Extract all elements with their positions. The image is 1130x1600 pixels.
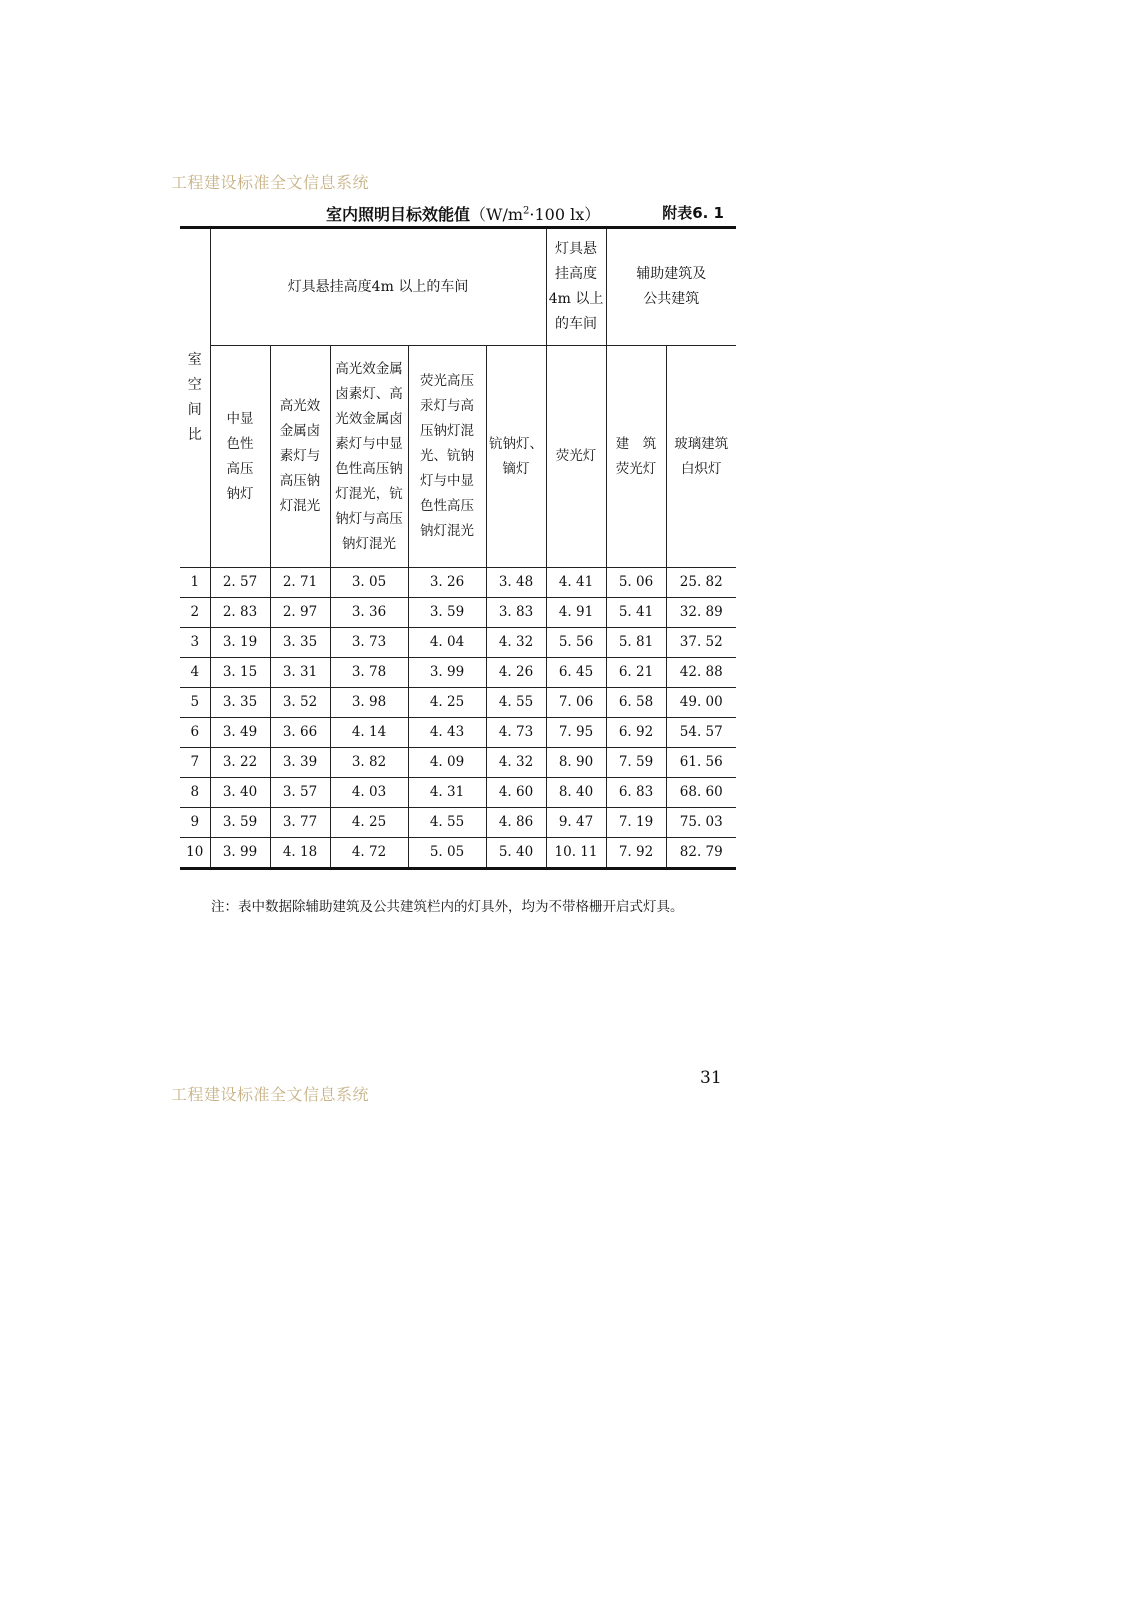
table-cell: 4. 43: [408, 718, 486, 748]
table-cell: 4. 41: [546, 568, 606, 598]
table-cell: 3. 40: [210, 778, 270, 808]
row-ratio-cell: 8: [180, 778, 210, 808]
table-row: [180, 748, 736, 778]
column-header: 建 筑 荧光灯: [606, 346, 666, 568]
table-cell: 4. 91: [546, 598, 606, 628]
table-cell: 3. 83: [486, 598, 546, 628]
table-cell: 2. 71: [270, 568, 330, 598]
column-header: 荧光灯: [546, 346, 606, 568]
group-header-auxiliary-public: 辅助建筑及 公共建筑: [606, 228, 736, 346]
table-cell: 3. 59: [408, 598, 486, 628]
watermark-bottom: 工程建设标准全文信息系统: [171, 1085, 370, 1104]
column-header: 玻璃建筑 白炽灯: [666, 346, 736, 568]
table-cell: 4. 55: [408, 808, 486, 838]
table-cell: 3. 49: [210, 718, 270, 748]
table-cell: 3. 35: [210, 688, 270, 718]
column-header: 荧光高压 汞灯与高 压钠灯混 光、钪钠 灯与中显 色性高压 钠灯混光: [408, 346, 486, 568]
page-number: 31: [700, 1068, 722, 1088]
table-cell: 7. 95: [546, 718, 606, 748]
table-cell: 3. 52: [270, 688, 330, 718]
table-row: [180, 778, 736, 808]
table-cell: 3. 59: [210, 808, 270, 838]
table-cell: 8. 90: [546, 748, 606, 778]
table-title: [326, 202, 600, 225]
table-body: [180, 568, 736, 869]
table-row: [180, 658, 736, 688]
table-cell: 3. 57: [270, 778, 330, 808]
table-cell: 6. 92: [606, 718, 666, 748]
row-ratio-cell: 10: [180, 838, 210, 869]
table-cell: 3. 35: [270, 628, 330, 658]
table-cell: 7. 06: [546, 688, 606, 718]
table-row: [180, 688, 736, 718]
table-cell: 4. 14: [330, 718, 408, 748]
efficacy-table: [180, 226, 736, 870]
table-cell: 5. 05: [408, 838, 486, 869]
column-header: 钪钠灯、 镝灯: [486, 346, 546, 568]
row-ratio-cell: 2: [180, 598, 210, 628]
table-row: [180, 568, 736, 598]
table-cell: 3. 05: [330, 568, 408, 598]
table-cell: 3. 78: [330, 658, 408, 688]
table-cell: 42. 88: [666, 658, 736, 688]
row-ratio-cell: 7: [180, 748, 210, 778]
table-cell: 68. 60: [666, 778, 736, 808]
room-cavity-ratio-header: 室 空 间 比: [180, 228, 210, 568]
table-cell: 2. 57: [210, 568, 270, 598]
row-ratio-cell: 9: [180, 808, 210, 838]
unit-superscript: 2: [523, 205, 530, 217]
table-cell: 5. 41: [606, 598, 666, 628]
table-cell: 75. 03: [666, 808, 736, 838]
table-cell: 25. 82: [666, 568, 736, 598]
table-cell: 3. 73: [330, 628, 408, 658]
table-cell: 4. 55: [486, 688, 546, 718]
table-cell: 6. 58: [606, 688, 666, 718]
table-cell: 5. 56: [546, 628, 606, 658]
table-row: [180, 808, 736, 838]
table-cell: 4. 04: [408, 628, 486, 658]
row-ratio-cell: 1: [180, 568, 210, 598]
table-cell: 3. 19: [210, 628, 270, 658]
table-cell: 3. 99: [210, 838, 270, 869]
table-cell: 4. 86: [486, 808, 546, 838]
table-cell: 3. 22: [210, 748, 270, 778]
table-row: [180, 598, 736, 628]
table-cell: 4. 26: [486, 658, 546, 688]
table-cell: 3. 15: [210, 658, 270, 688]
table-cell: 3. 36: [330, 598, 408, 628]
table-cell: 4. 31: [408, 778, 486, 808]
table-cell: 4. 03: [330, 778, 408, 808]
table-cell: 5. 06: [606, 568, 666, 598]
table-row: [180, 718, 736, 748]
table-cell: 4. 09: [408, 748, 486, 778]
table-cell: 4. 60: [486, 778, 546, 808]
table-title-main: 室内照明目标效能值: [326, 205, 471, 224]
table-cell: 5. 40: [486, 838, 546, 869]
table-row: [180, 838, 736, 869]
table-cell: 6. 83: [606, 778, 666, 808]
table-cell: 8. 40: [546, 778, 606, 808]
table-cell: 7. 19: [606, 808, 666, 838]
watermark-top: 工程建设标准全文信息系统: [171, 173, 370, 192]
table-cell: 61. 56: [666, 748, 736, 778]
table-cell: 54. 57: [666, 718, 736, 748]
row-ratio-cell: 6: [180, 718, 210, 748]
column-header: 高光效金属 卤素灯、高 光效金属卤 素灯与中显 色性高压钠 灯混光，钪 钠灯与高压 钠灯混光: [330, 346, 408, 568]
table-cell: 4. 72: [330, 838, 408, 869]
table-cell: 7. 59: [606, 748, 666, 778]
table-cell: 3. 31: [270, 658, 330, 688]
table-cell: 3. 39: [270, 748, 330, 778]
table-cell: 7. 92: [606, 838, 666, 869]
table-cell: 10. 11: [546, 838, 606, 869]
table-cell: 3. 26: [408, 568, 486, 598]
table-cell: 3. 98: [330, 688, 408, 718]
table-cell: 3. 77: [270, 808, 330, 838]
table-cell: 9. 47: [546, 808, 606, 838]
table-cell: 37. 52: [666, 628, 736, 658]
table-cell: 32. 89: [666, 598, 736, 628]
unit-prefix: （W/m: [470, 205, 524, 224]
table-cell: 5. 81: [606, 628, 666, 658]
table-cell: 49. 00: [666, 688, 736, 718]
table-cell: 4. 25: [408, 688, 486, 718]
group-header-fluorescent-high-bay: 灯具悬 挂高度 4m 以上 的车间: [546, 228, 606, 346]
group-header-high-bay: 灯具悬挂高度4m 以上的车间: [210, 228, 546, 346]
table-cell: 6. 45: [546, 658, 606, 688]
column-header: 高光效 金属卤 素灯与 高压钠 灯混光: [270, 346, 330, 568]
table-cell: 3. 48: [486, 568, 546, 598]
table-cell: 3. 66: [270, 718, 330, 748]
table-row: [180, 628, 736, 658]
table-cell: 4. 25: [330, 808, 408, 838]
table-cell: 4. 18: [270, 838, 330, 869]
table-note: 注：表中数据除辅助建筑及公共建筑栏内的灯具外，均为不带格栅开启式灯具。: [211, 899, 684, 915]
column-header: 中显 色性 高压 钠灯: [210, 346, 270, 568]
unit-suffix: ·100 lx）: [529, 205, 601, 224]
table-cell: 2. 97: [270, 598, 330, 628]
table-cell: 4. 32: [486, 628, 546, 658]
table-cell: 4. 32: [486, 748, 546, 778]
row-ratio-cell: 3: [180, 628, 210, 658]
table-cell: 3. 82: [330, 748, 408, 778]
table-title-row: [180, 200, 736, 224]
table-cell: 3. 99: [408, 658, 486, 688]
table-cell: 6. 21: [606, 658, 666, 688]
table-id: 附表6. 1: [662, 204, 724, 222]
table-cell: 2. 83: [210, 598, 270, 628]
row-ratio-cell: 4: [180, 658, 210, 688]
row-ratio-cell: 5: [180, 688, 210, 718]
table-cell: 4. 73: [486, 718, 546, 748]
table-cell: 82. 79: [666, 838, 736, 869]
table-title-unit: [470, 205, 600, 224]
